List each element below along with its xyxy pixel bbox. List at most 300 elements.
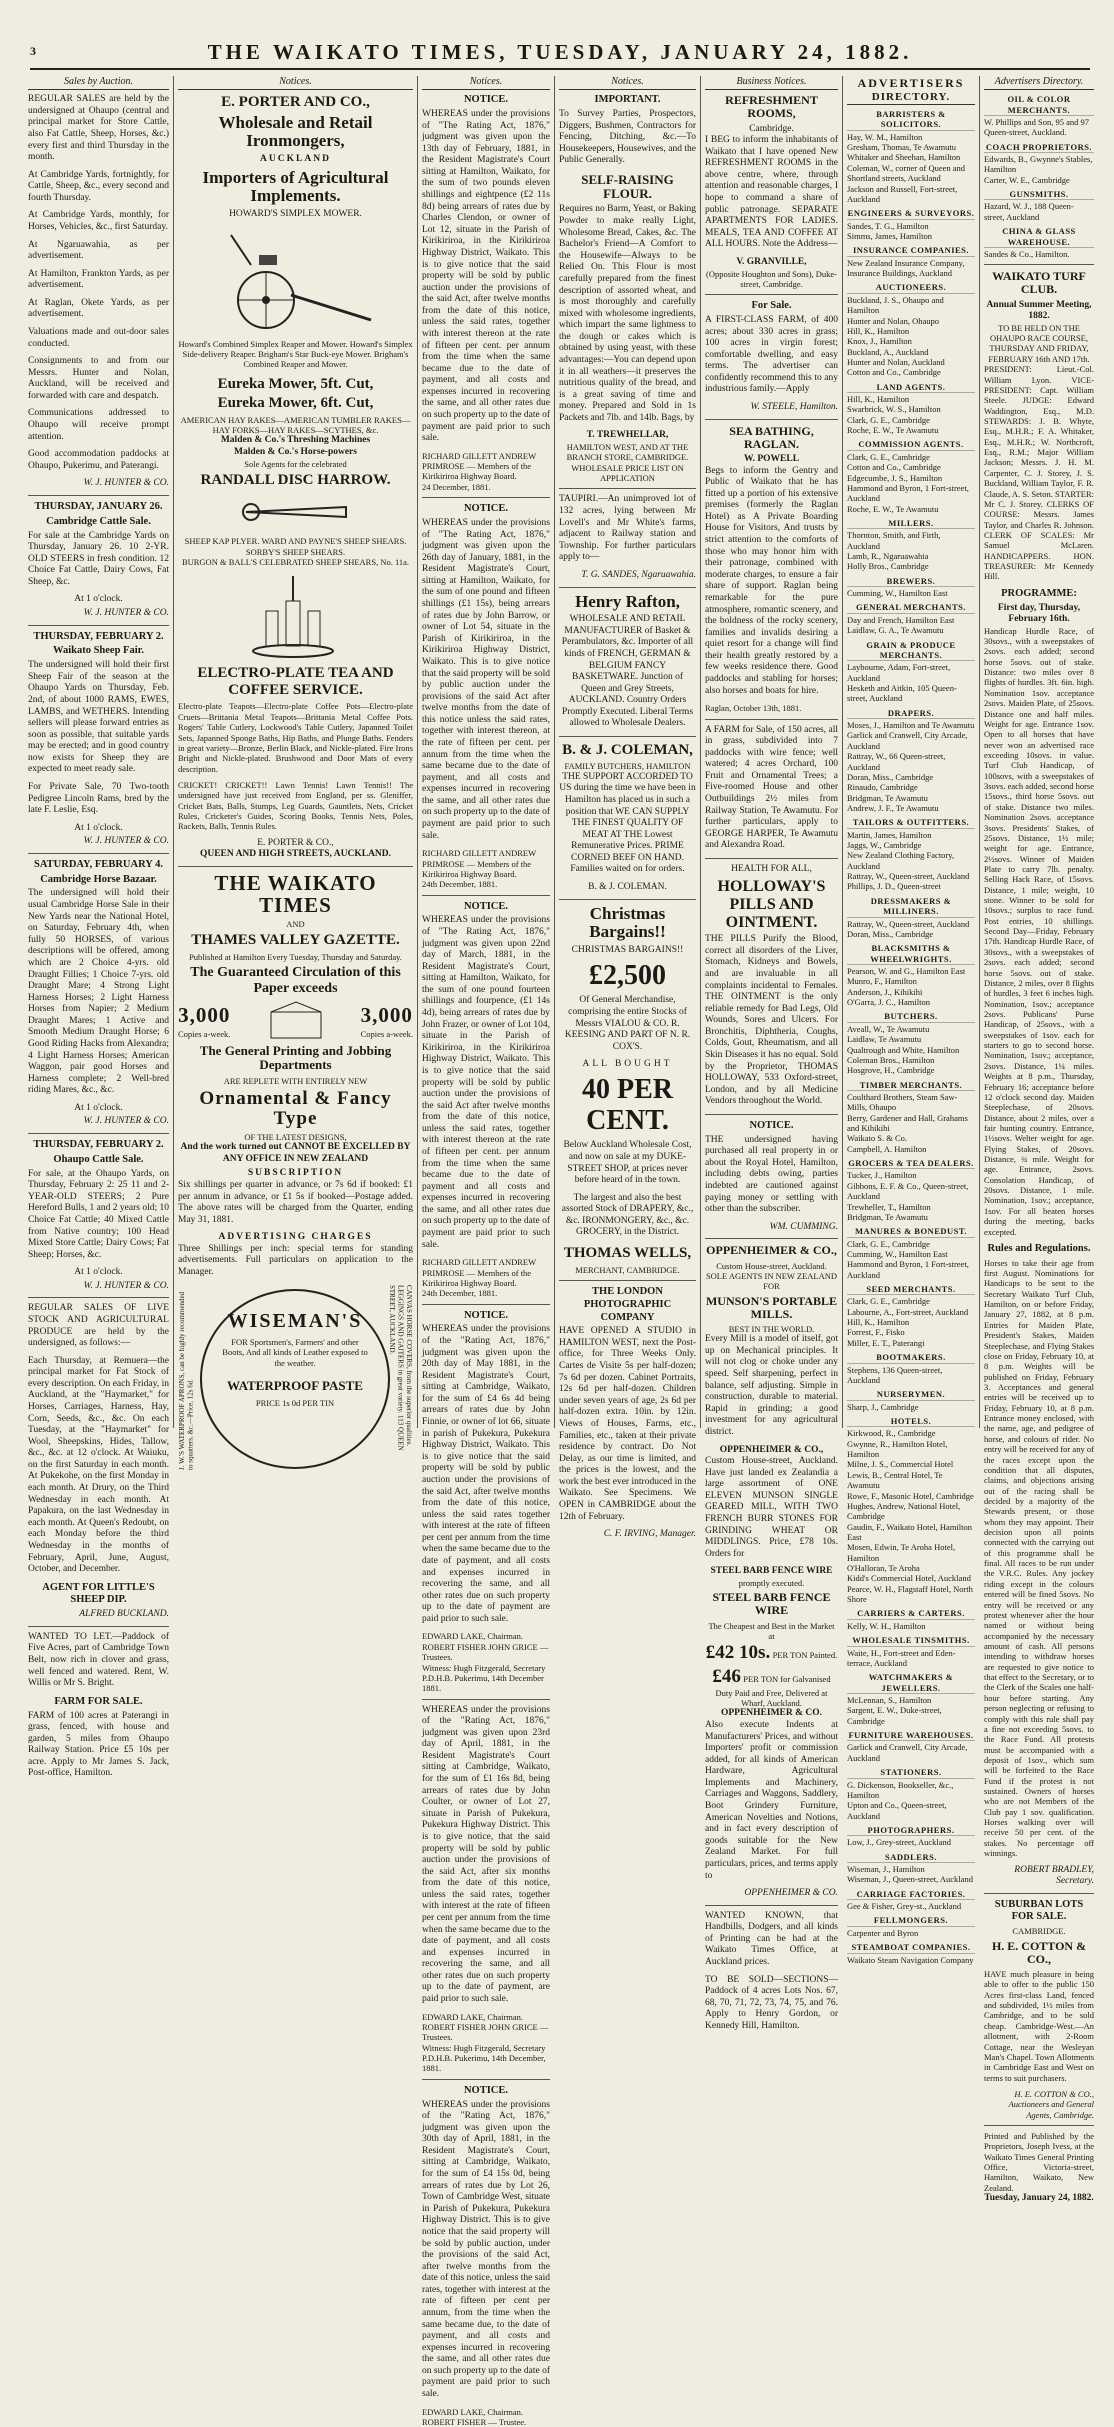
directory-entry: New Zealand Insurance Company, Insurance Buildings, Auckland [847, 257, 965, 279]
photographic-text: HAVE OPENED A STUDIO in HAMILTON WEST, next the Post-office, for Three Weeks Only. Cartes de Visite 5s per half-dozen; 7s 6d per dozen. Cabinet Portraits, 12s 6d per half-dozen. Children under seven years of age, 2s 6d per half-dozen extra. 10in. by 12in. Views of Houses, Farms, etc., Families, etc., taken at their private residence by contract. Do Not Delay, as our time is limited, and the prices is the lowest, and the work the best ever introduced in the Waikato. See Specimens. We OPEN in CAMBRIDGE about the 12th of February. [559, 1326, 696, 1522]
for-sale-text: A FIRST-CLASS FARM, of 400 acres; about 330 acres in grass; 100 acres in virgin forest; comfortable dwelling, and easy terms. The advertiser can confidently recommend this to any industrious family.—Apply [705, 315, 838, 395]
refreshment-text: I BEG to inform the inhabitants of Waikato that I have opened New REFRESHMENT ROOMS in the above centre, where, through attention and reasonable charges, I hope to command a share of public patronage. SEPARATE APARTMENTS FOR LADIES. MEALS, TEA AND COFFEE AT ALL HOURS. Note the Address— [705, 135, 838, 250]
live-stock-text: Each Thursday, at Remuera—the principal market for Fat Stock of every description. On each Friday, in Auckland, at the "Haymarket," for Horses, Carriages, Harness, Hay, Corn, Seeds, &c., &c. On each Tuesday, at the "Haymarket" for Wool, Sheepskins, Hides, Tallow, &c., &c. at 12 o'clock. At Waiuku, on the first Saturday in each month. At Pukekohe, on the first Monday in each month. At Drury, on the Third Wednesday in each month. At Papakura, on the last Wednesday in each month. At Queen's Redoubt, on each Monday before the third Wednesday in the months of February, April, June, August, October, and December. [28, 1355, 169, 1575]
amount-2500: £2,500 [589, 959, 666, 991]
directory-entry: Clark, G. E., Cambridge [847, 414, 930, 425]
rakes-list: AMERICAN HAY RAKES—AMERICAN TUMBLER RAKES—HAY FORKS—HAY RAKES—SCYTHES, &c. [180, 414, 411, 436]
forty-percent: 40 PER CENT. [582, 1073, 673, 1136]
column-turf-club [980, 76, 1098, 2204]
directory-subheading: DIRECTORY. [847, 91, 975, 105]
sorby-shears: SORBY'S SHEEP SHEARS. [245, 546, 346, 557]
rating-notice-text: WHEREAS under the provisions of "The Rating Act, 1876," judgment was given upon 22nd day of March, 1881, in the Resident Magistrate's Court, sitting at Hamilton, Waikato, for the sum of one pound fourteen shillings and fourpence, (£1 14s 4d), being arrears of rates due by John Frazer, or owner of Lot 104, situate in the Parish of Kirikiriroa, in the Kirikiriroa Highway District, Waikato. This is to give notice that the said property will be sold by public auction under the provisions of the said Act after twelve months from the date of this notice, unless the said rates, together with interest thereon at the rate of fifteen per cent. per annum from the time when the same became due to the date of payment and all costs and expenses incurred in recovering the same, and all other rates due on such property up to the date of payment are paid prior to such sale. [422, 915, 550, 1250]
firm-signature: W. J. HUNTER & CO. [83, 478, 169, 489]
malden-horse-powers: Malden & Co.'s Horse-powers [234, 446, 357, 457]
directory-category: HOTELS. [847, 1416, 975, 1427]
mower-illustration-icon [211, 225, 381, 335]
divider [705, 1905, 838, 1906]
cambridge-yards: At Cambridge Yards, fortnightly, for Cattle, Sheep, &c., every second and fourth Thursday. [28, 169, 169, 203]
directory-entry: Jackson and Russell, Fort-street, Auckland [847, 183, 958, 204]
sale-date: THURSDAY, FEBRUARY 2. [33, 1139, 164, 1151]
rating-notice-witness: Witness: Hugh Fitzgerald, Secretary P.D.H.B. Pukerimu, 14th December 1881. [422, 1662, 546, 1694]
cricket-text: CRICKET! CRICKET!! Lawn Tennis! Lawn Tennis!! The undersigned have just received from England, per ss. Gleniffer, Cricket Bats, Balls, Stumps, Leg Guards, Gauntlets, Nets, Cricket Rules, Cricketer's Guides, Scoring Books, Tennis Nets, Poles, Rackets, Balls, Tennis Rules. [178, 780, 413, 832]
refreshment-sub: Cambridge. [749, 123, 794, 134]
divider [705, 858, 838, 859]
directory-category: GRAIN & PRODUCE MERCHANTS. [847, 640, 975, 662]
shears-line: SHEEP KAP PLYER. WARD AND PAYNE'S SHEEP SHEARS. [184, 536, 407, 547]
divider [178, 866, 413, 867]
directory-entry: Hesketh and Aitkin, 105 Queen-street, Auckland [847, 683, 957, 704]
duty-paid: Duty Paid and Free, Delivered at Wharf, Auckland. [715, 1687, 828, 1709]
steele-sign: W. STEELE, Hamilton. [750, 402, 838, 413]
sale-title: Ohaupo Cattle Sale. [53, 1153, 144, 1165]
subscription-text: Six shillings per quarter in advance, or 7s 6d if booked: £1 per annum in advance, or £1 5s if booked—Postage added. The above rates will be charged from the Quarter, ending May 31, 1881. [178, 1179, 413, 1225]
taupiri-text: TAUPIRI.—An unimproved lot of 132 acres, lying between Mr Lovell's and Mr White's farms, adjacent to Railway station and Township. For further particulars apply to— [559, 494, 696, 563]
directory-entry: Edgecumbe, J. S., Hamilton [847, 472, 943, 483]
sale-title: Waikato Sheep Fair. [53, 645, 144, 657]
price-galvanised-row [705, 1665, 838, 1688]
directory-category: TAILORS & OUTFITTERS. [847, 817, 975, 828]
directory-entry: Sandes, T. G., Hamilton [847, 220, 929, 231]
turf-club-venue: TO BE HELD ON THE OHAUPO RACE COURSE, [990, 322, 1088, 344]
paste-price: PRICE 1s 0d PER TIN [255, 1397, 335, 1408]
electro-plate-text: Electro-plate Teapots—Electro-plate Coffee Pots—Electro-plate Cruets—Brittania Metal Teapots—Brittania Metal Coffee Pots. Rogers' Table Cutlery, Lockwood's Table Cutlery, Japanned Toilet Sets, Japanned Sponge Baths, Hip Baths, and Plunge Baths. Fenders in great variety—Bronze, Berlin Black, and Nickle-plated. Fire Irons Bright and Nickle-plated. Brushwood and Door Mats of every description. [178, 701, 413, 774]
column-important-notices [555, 76, 701, 1540]
first-day-heading: First day, Thursday, February 16th. [997, 602, 1081, 625]
directory-entry: Coleman Bros., Hamilton [847, 1054, 935, 1065]
circulation-number: 3,000 [178, 1002, 231, 1027]
directory-entry: Wiseman, J., Queen-street, Auckland [847, 1874, 973, 1885]
directory-category: DRAPERS. [847, 708, 975, 719]
directory-entry: Hay, W. M., Hamilton [847, 131, 923, 142]
directory-entry: Hazard, W. J., 188 Queen-street, Auckland [984, 201, 1074, 222]
cambridge-yards-monthly: At Cambridge Yards, monthly, for Horses, Vehicles, &c., first Saturday. [28, 210, 169, 232]
page-number: 3 [30, 44, 36, 58]
directory-entry: Pearce, W. H., Flagstaff Hotel, North Shore [847, 1583, 973, 1605]
refreshment-rooms: REFRESHMENT ROOMS, [725, 93, 818, 121]
directory-category: GENERAL MERCHANTS. [847, 602, 975, 613]
sale-time: At 1 o'clock. [74, 822, 123, 833]
directory-entry: Hammond and Byron, 1 Fort-street, Auckland [847, 1259, 969, 1280]
thames-valley-gazette: THAMES VALLEY GAZETTE. [191, 932, 400, 949]
turf-officials: PRESIDENT: Lieut.-Col. William Lyon. VICE-PRESIDENT: Capt. William Steele. JUDGE: Edward Waddington, Esq., M.D. STEWARDS: J. B. Whyte, Esq., M.H.R.; F. A. Whitaker, Esq., M.H.R.; W. Northcroft, Esq., R.M.; Major William Jackson; Messrs. J. H. M. Carpenter, C. J. Storey, J. S. Buckland, William Taylor, F. R. Claude, A. S. Seton. STARTER: Mr C. J. Storey. CLERKS OF COURSE: Messrs. James Taylor, and Charles R. Johnson. CLERK OF SCALES: Mr Samuel McLaren. HANDICAPPERS. HON. TREASURER: Mr Kennedy Hill. [984, 364, 1094, 582]
directory-category: OIL & COLOR MERCHANTS. [984, 94, 1094, 116]
munson-text: Every Mill is a model of itself, got up on Mechanical principles. It will not clog or choke under any speed. Self sharpening, perfect in balance, self adjusting. Simple in construction, durable to material. Rapid in grinding; a good investment for any agricultural district. [705, 1334, 838, 1437]
directory-entry: Rattray, W., 66 Queen-street, Auckland [847, 751, 946, 772]
directory-category: DRESSMAKERS & MILLINERS. [847, 896, 975, 918]
rating-notice-date: 24th December, 1881. [422, 1288, 498, 1299]
wiseman-subtitle: FOR Sportsmen's, Farmers' and other Boots, And all kinds of Leather exposed to the weather. [222, 1336, 368, 1368]
divider [559, 488, 696, 489]
directory-entry: Gresham, Thomas, Te Awamutu [847, 142, 957, 153]
rating-notice-text: WHEREAS under the provisions of "The Rating Act, 1876," judgment was given upon the 26th day of January, 1881, in the Resident Magistrate's Court, sitting at Hamilton, Waikato, for the sum of one pound and fifteen shillings (£1 15s), being arrears of rates due by John Barrow, or owner of Lot 54, situate in the Parish of Kirikiriroa, in the Kirikiriroa Highway District, Waikato. This is to give notice that the said property will be sold by public auction under the provisions of the said Act after twelve months from the date of this notice unless the said rates, together with interest thereon, at the rate of fifteen per cent. per annum from the time when the same became due to the date of payment, and all costs and expenses incurred in recovering the same, and all other rates due on such property up to the date of payment are paid prior to such sale. [422, 517, 550, 841]
directory-entry: Gibbons, E. F. & Co., Queen-street, Auckland [847, 1180, 969, 1202]
directory-entry: Lamb, R., Ngaruawahia [847, 551, 929, 562]
divider [705, 719, 838, 720]
directory-list [847, 109, 975, 1965]
circulation-right [361, 1001, 413, 1039]
suburban-lots-heading: SUBURBAN LOTS FOR SALE. [994, 1898, 1084, 1923]
oppenheimer-heading-3: OPPENHEIMER & CO. [720, 1708, 823, 1719]
directory-entry: Waikato S. & Co. [847, 1133, 907, 1144]
wiseman-side-left: J. W.'S WATERPROOF APRONS, can be highly recommended to squatters, &c.—Price, 12s 6d. [178, 1291, 195, 1470]
rating-notice-sign: EDWARD LAKE, Chairman. ROBERT FISHER — Trustee. [422, 2406, 527, 2427]
cotton-text: HAVE much pleasure in being able to offer to the public 150 Acres first-class Land, fenced and subdivided, 1½ miles from Cambridge, and to be sold cheap. Cambridge-West.—An allotment, with 2-Room Cottage, near the Wesleyan Man's Chapel. Town Allotments in Cambridge East and West on terms to suit purchasers. [984, 1969, 1094, 2083]
sections-for-sale: TO BE SOLD—SECTIONS—Paddock of 4 acres Lots Nos. 67, 68, 70, 71, 72, 73, 74, 75, and 76. Apply to Henry Gordon, or Kennedy Hill, Hamilton. [705, 1974, 838, 2031]
directory-entry: Simms, James, Hamilton [847, 230, 932, 241]
directory-category: BOOTMAKERS. [847, 1352, 975, 1363]
coleman-sign: B. & J. COLEMAN. [588, 882, 667, 893]
directory-entry: Jaggs, W., Cambridge [847, 840, 922, 851]
health-for-all: HEALTH FOR ALL, [731, 863, 812, 874]
powell-text: Begs to inform the Gentry and Public of Waikato that he has fitted up a portion of his extensive premises (formerly the Raglan Hotel) as A Private Boarding House for Visitors, And trusts by strict attention to the comforts of those who may honor him with their patronage, combined with moderate charges, to ensure a fair share of support. Raglan being remarkable for the pure atmosphere, romantic scenery, and the boldness of the rocky scenery, families and invalids desiring a quiet resort for a change will find their health greatly restored by a few weeks residence there. Good paddocks and stabling for horses; also horses and boats for hire. [705, 465, 838, 696]
directory-entry: Bridgman, Te Awamutu [847, 792, 928, 803]
directory-entry: Swarbrick, W. S., Hamilton [847, 404, 941, 415]
rating-notice-text: WHEREAS under the provisions of the "Rating Act, 1876," judgment was given upon 23rd day of April, 1881, in the Resident Magistrate's Court sitting at Cambridge, Waikato, for the sum of £1 16s 8d, being arrears of rates due by John Coulter, or owner of Lot 27, situate in Parish of Pukekura, Pukekura Highway District. This is to give notice, that the said property will be sold by public auction under the provisions of the said Act, after six months from the date of this notice, unless the said rates, together with interest at the rate of fifteen per cent per annum from the time when the same became due to the date of payment, and all costs and expenses incurred in recovering the same, and all other rates due on such property up to the date of payment, are paid prior to such sale. [422, 1704, 550, 2005]
directory-category: BARRISTERS & SOLICITORS. [847, 109, 975, 131]
barb-wire-heading-2: STEEL BARB FENCE WIRE [712, 1590, 831, 1618]
rating-notice-sign: EDWARD LAKE, Chairman. ROBERT FISHER JOHN GRICE — Trustees. [422, 1631, 549, 1663]
imprint-date: Tuesday, January 24, 1882. [984, 2193, 1094, 2204]
directory-entry: Rattray, W., Queen-street, Auckland [847, 871, 970, 882]
advertising-heading: ADVERTISING CHARGES [218, 1232, 373, 1243]
valuations: Valuations made and out-door sales conducted. [28, 327, 169, 349]
divider [705, 1114, 838, 1115]
directory-category: WHOLESALE TINSMITHS. [847, 1635, 975, 1646]
coleman-text: THE SUPPORT ACCORDED TO US during the time we have been in Hamilton has placed us in such a position that WE CAN SUPPLY THE FINEST QUALITY OF MEAT AT THE Lowest Remunerative Prices. PRIME CORNED BEEF ON HAND. Families waited on for orders. [559, 771, 696, 875]
rating-notice-sign: RICHARD GILLETT ANDREW PRIMROSE — Members of the Kirikiriroa Highway Board. [422, 848, 536, 879]
directory-category: FURNITURE WAREHOUSES. [848, 1730, 974, 1741]
ornamental-type: Ornamental & Fancy Type [199, 1088, 392, 1129]
directory-entry: Cotton and Co., Cambridge [847, 367, 941, 378]
divider [559, 736, 696, 737]
farm-for-sale: A FARM for Sale, of 150 acres, all in grass, subdivided into 7 paddocks with wire fence; well watered; 4 acres Orchard, 100 Fruit and Ornamental Trees; a Five-roomed House and other Outbuildings 2½ miles from Railway Station, Te Awamutu. For further particulars, apply to GEORGE HARPER, Te Awamutu and Alexandra Road. [705, 724, 838, 851]
race-programme: Handicap Hurdle Race, of 30sovs., with a sweepstakes of 2sovs. each added; second horse 5sovs. out of stake. Distance: two miles over 8 flights of hurdles. 3ft. 6in. high. Nomination 1sov. acceptance 2sovs. Maiden Plate, of 25sovs. Distance one and half miles. Weight for age. Entrance 1sov. Open to all horses that have never won an advertised race exceeding 10sovs. in value. Turf Club Handicap, of 100sovs, with a sweepstakes of 3sovs. each added, second horse 15sovs., third horse 5sovs. out of stake. Distance two miles. Nomination 2sovs. acceptance 3sovs. Presidents' Stakes, of 25sovs. Distance, 1½ mile; weight for age. Entrance, 2½sovs. Winner of Maiden Plate to carry 7lb. penalty. Selling Hack Race, of 15sovs. Distance, 1 mile; weight, 10 stone. Winner to be sold for 10sovs.; surplus to race fund. Post entries, 10 shillings. Second Day—Friday, February 17th. Handicap Hurdle Race, of 30sovs., with a sweepstakes of 2sovs. each added; second horse 5sovs. out of stake. Distance, 2 miles, over 8 flights of hurdles, 3 feet 6 inches high. Nomination, 1sov.; acceptance 2sovs. Publicans' Purse Handicap, of 25sovs., with a sweepstakes of 1sov. each for starters to go to second horse. Nomination, 1sov.; acceptance, 2sovs. Distance, 1¼ miles. Weights at 8 p.m., Thursday, February 16; acceptance before 12 o'clock second day. Maiden Steeplechase, of 20sovs. Distance, about 2 miles, over a fair hunting country. Entrance, 1½sovs. Welter weight for age. Flying Stakes, of 20sovs. Distance, ¾ mile. Weight for age. Entrance, 2sovs. Consolation Handicap, of 20sovs. Distance, 1 mile. Nomination, 1sov.; acceptance, 1sov. For all beaten horses during the meeting, backs excepted. [984, 625, 1094, 1237]
directory-entry: Sargent, E. W., Duke-street, Cambridge [847, 1705, 942, 1726]
wanted-known: WANTED KNOWN, that Handbills, Dodgers, and all kinds of Printing can be had at the Waikato Times Office, at Auckland prices. [705, 1910, 838, 1967]
directory-entry: Garlick and Cranwell, City Arcade, Auckland [847, 730, 968, 751]
programme-heading: PROGRAMME: [1001, 587, 1077, 599]
directory-entry: Rinaudo, Cambridge [847, 782, 918, 793]
holloway-pills: HOLLOWAY'S PILLS AND OINTMENT. [717, 878, 826, 931]
sale-date: THURSDAY, JANUARY 26. [34, 500, 163, 512]
column-heading: Notices. [178, 76, 413, 90]
directory-entry: Hunter and Nolan, Ohaupo [847, 315, 940, 326]
divider [984, 264, 1094, 265]
directory-entry: Cotton and Co., Cambridge [847, 462, 941, 473]
directory-category: GUNSMITHS. [984, 189, 1094, 200]
rating-notice-text: WHEREAS under the provisions of the "Rating Act, 1876," judgment was given upon the 30th day of April, 1881, in the Resident Magistrate's Court, sitting at Cambridge, Waikato, for the sum of £4 15s 0d, being arrears of rates due by Lot 26, Town of Cambridge West, situate in Parish of Pukekura, Pukekura Highway District. This is to give notice that the said property will be sold by public auction, under the provisions of the said Act, after twelve months from the date of this notice, unless the said rates, together with interest at the rate of fifteen per cent per annum, from the time when the same became due, to the date of payment, and all costs and expenses incurred in recovering the same, and all other rates due on such property up to the date of payment are paid prior to such sale. [422, 2099, 550, 2400]
printing-departments: The General Printing and Jobbing Departments [199, 1043, 392, 1073]
granville-address: (Opposite Houghton and Sons), Duke-street, Cambridge. [705, 268, 838, 289]
paddocks: Good accommodation paddocks at Ohaupo, Pukerimu, and Paterangi. [28, 449, 169, 471]
sale-date: THURSDAY, FEBRUARY 2. [33, 630, 164, 642]
divider [984, 2125, 1094, 2126]
divider [28, 1133, 169, 1134]
oppenheimer-heading: OPPENHEIMER & CO., [706, 1243, 837, 1258]
electro-plate-heading: ELECTRO-PLATE TEA AND COFFEE SERVICE. [197, 665, 394, 698]
directory-category: ENGINEERS & SURVEYORS. [847, 208, 975, 219]
sea-bathing: SEA BATHING, RAGLAN. [729, 423, 814, 451]
porter-wholesale: Wholesale and Retail Ironmongers, [218, 112, 373, 151]
notice-heading: NOTICE. [463, 1309, 509, 1321]
porter-address: QUEEN AND HIGH STREETS, AUCKLAND. [199, 849, 392, 860]
directory-category: SADDLERS. [847, 1852, 975, 1863]
hamilton-sales: At Hamilton, Frankton Yards, as per advertisement. [28, 268, 169, 291]
wiseman-name: WISEMAN'S [227, 1309, 363, 1332]
wholesale-price-list: WHOLESALE PRICE LIST ON APPLICATION [571, 462, 684, 484]
column-advertisers-directory [843, 76, 980, 1965]
rating-notice-sign: RICHARD GILLETT ANDREW PRIMROSE — Members of the Kirikiriroa Highway Board. [422, 1257, 536, 1288]
divider [28, 853, 169, 854]
directory-entry: Stephens, 136 Queen-street, Auckland [847, 1364, 943, 1385]
directory-entry: Forrest, F., Fisko [847, 1327, 905, 1338]
directory-entry: Doran, Miss., Cambridge [847, 771, 934, 782]
rules-text: Horses to take their age from first August. Nominations for Handicaps to be sent to the Secretary Waikato Turf Club, Hamilton, on or before Friday, January 27, 1882, at 8 p.m. Entries for Maiden Plate, President's Stakes, Maiden Steeplechase, and Flying Stakes close on Friday, February 10, at 8 p.m. Weights will be published on Friday, February 3. Acceptances and general entries will be received up to Friday, February 10, at 8 p.m. Entrance money enclosed, with the name, age, and pedigree of horse, and colours of rider. No entry will be received for any of the races except upon the condition that all disputes, claims, and objections arising out of the racing shall be decided by a majority of the Stewards present, or those whom they may appoint. Their decision upon all points connected with the carrying out of this programme shall be final. All races to be run under the V.R.C. Rules. Any jockey riding except in the colours entered will be fined 5sovs. No entry will be received or any protest whenever after the hour named or without being accompanied by the necessary amount of cash. All persons intending to withdraw horses are requested to give notice to that effect to the Secretary, or to the Clerk of the Scales one half-hour before starting. Any person neglecting or refusing to comply with this rule shall pay a fine not exceeding 5sovs. to the Race Fund. All protests must be accompanied with a deposit of 1sov., which sum will be forfeited to the Race Fund if the protest is not sustained. Owners of horses who are not Members of the Club pay 1 sov. qualification. Horses walking over will receive 50 per cent. of the stakes. No percentage off winnings. [984, 1257, 1094, 1859]
munson-mills: MUNSON'S PORTABLE MILLS. [705, 1293, 838, 1321]
notice-heading: NOTICE. [463, 503, 509, 515]
column-heading: Advertisers Directory. [984, 76, 1094, 90]
circulation-left [178, 1001, 230, 1039]
live-stock-title: REGULAR SALES OF LIVE STOCK AND AGRICULTURAL PRODUCE are held by the undersigned, as follows:— [28, 1303, 169, 1349]
christmas-bargains: Christmas Bargains!! [589, 903, 666, 942]
farm-title: FARM FOR SALE. [54, 1695, 143, 1707]
wiseman-seal [200, 1289, 390, 1469]
directory-entry: Coulthard Brothers, Steam Saw-Mills, Ohaupo [847, 1091, 958, 1113]
directory-category: LAND AGENTS. [847, 382, 975, 393]
directory-entry: Miller, E. T., Paterangi [847, 1337, 925, 1348]
waikato-times-title: THE WAIKATO TIMES [214, 870, 377, 917]
column-heading: Business Notices. [705, 76, 838, 90]
mower-heading: HOWARD'S SIMPLEX MOWER. [229, 209, 362, 220]
firm-signature: W. J. HUNTER & CO. [83, 608, 169, 619]
price-painted: £42 10s. [705, 1642, 771, 1664]
directory-category: BUTCHERS. [847, 1011, 975, 1022]
directory-entry: Hill, K., Hamilton [847, 325, 910, 336]
ngaruawahia-sales: At Ngaruawahia, as per advertisement. [28, 239, 169, 262]
directory-entry: Anderson, J., Kihikihi [847, 986, 923, 997]
sole-agents-nz: SOLE AGENTS IN NEW ZEALAND FOR [705, 1270, 838, 1292]
directory-entry: Cumming, W., Hamilton East [847, 588, 948, 599]
granville-sign: V. GRANVILLE, [736, 256, 807, 267]
directory-category: WATCHMAKERS & JEWELLERS. [847, 1672, 975, 1694]
private-sale: For Private Sale, 70 Two-tooth Pedigree Lincoln Rams, bred by the late F. Leslie, Esq. [28, 781, 169, 816]
column-heading: Notices. [422, 76, 550, 90]
directory-entry: Milne, J. S., Commercial Hotel [847, 1459, 954, 1470]
wells-subtitle: MERCHANT, CAMBRIDGE. [575, 1264, 680, 1275]
directory-entry: Trewheller, T., Hamilton [847, 1201, 931, 1212]
price-painted-unit: PER TON Painted. [772, 1650, 838, 1661]
sale-time: At 1 o'clock. [74, 1102, 123, 1113]
shears-illustration-icon [236, 492, 356, 532]
turf-club-heading: WAIKATO TURF CLUB. [992, 269, 1086, 297]
rating-notice-text: WHEREAS under the provisions of "The Rating Act, 1876," judgment was given upon the 13th day of February, 1881, in the Resident Magistrate's Court sitting at Hamilton, Waikato, for the sum of two pounds eleven shillings and eightpence (£2 11s 8d) being arrears of rates due by Charles Clendon, or owner of Lot 12, situate in the Parish of Kirikiriroa, in the Kirikiriroa Highway District, Waikato. This is to give notice that the said property will be sold by public auction under the provisions of the said Act, after twelve months from the date of this notice, unless the said rates, together with interest thereon at the rate of fifteen per cent. per annum from the time when the same became due to the date of payment, and all costs and expenses incurred in recovering the same, and all other rates due on such property up to the date of payment are paid prior to such sale. [422, 108, 550, 444]
rating-notice-witness: Witness: Hugh Fitzgerald, Secretary P.D.H.B. Pukerimu, 14th December, 1881. [422, 2042, 546, 2074]
divider [705, 294, 838, 295]
barb-wire-heading: STEEL BARB FENCE WIRE [710, 1566, 833, 1577]
directory-entry: Hunter and Nolan, Auckland [847, 356, 945, 367]
oppenheimer-text-2: Custom House-street, Auckland. Have just landed ex Zealandia a large assortment of ONE ELEVEN MUNSON SINGLE GEARED MILL, WITH TWO FRENCH BURR STONES FOR GRINDING WHEAT OR MIDDLINGS. Price, £78 10s. Orders for [705, 1456, 838, 1559]
directory-category: COMMISSION AGENTS. [847, 439, 975, 450]
divider [705, 1238, 838, 1239]
directory-category: NURSERYMEN. [847, 1389, 975, 1400]
eureka-5ft: Eureka Mower, 5ft. Cut, [217, 375, 374, 392]
directory-entry: Martin, James, Hamilton [847, 829, 932, 840]
cruet-illustration-icon [241, 571, 351, 661]
cotton-sign: H. E. COTTON & CO., Auctioneers and General Agents, Cambridge. [1008, 2088, 1094, 2120]
directory-entry: Mosen, Edwin, Te Aroha Hotel, Hamilton [847, 1542, 956, 1563]
consignments: Consignments to and from our Messrs. Hunter and Nolan, Auckland, will be received and forwarded with care and despatch. [28, 356, 169, 401]
directory-entry: Wiseman, J., Hamilton [847, 1864, 925, 1875]
directory-entry: Rowe, F., Masonic Hotel, Cambridge [847, 1490, 974, 1501]
columns [24, 76, 1098, 2427]
rating-notice-date: 24 December, 1881. [422, 481, 491, 492]
divider [559, 587, 696, 588]
directory-entry: Roche, E. W., Te Awamutu [847, 425, 939, 436]
directory-entry: Doran, Miss., Cambridge [847, 928, 934, 939]
price-galvanised-unit: PER TON for Galvanised [743, 1673, 831, 1684]
directory-entry: Laidlaw, G. A., Te Awamutu [847, 625, 944, 636]
firm-signature: W. J. HUNTER & CO. [83, 1116, 169, 1127]
cumming-notice: THE undersigned having purchased all real property in or about the Royal Hotel, Hamilton, including debts owing, parties indebted are cautioned against paying money or settling with other than the subscriber. [705, 1134, 838, 1215]
directory-category: GROCERS & TEA DEALERS. [848, 1158, 974, 1169]
directory-entry: Phillips, J. D., Queen-street [847, 881, 941, 892]
mower-list: Howard's Combined Simplex Reaper and Mower. Howard's Simplex Side-delivery Reaper. Brigham's Star Buck-eye Mower. Brigham's Combined Reaper and Mower. [178, 338, 413, 370]
divider [422, 497, 550, 498]
waterproof-paste: WATERPROOF PASTE [227, 1378, 363, 1394]
regular-sales-intro: REGULAR SALES are held by the undersigned at Ohaupo (central and principal market for Store Cattle, also Fat Cattle, Sheep, Horses, &c.) every first and third Thursday in the month. [28, 94, 169, 163]
directory-entry: O'Halloran, Te Aroha [847, 1563, 920, 1574]
eureka-6ft: Eureka Mower, 6ft. Cut, [217, 395, 374, 412]
notice-heading: NOTICE. [749, 1119, 794, 1131]
directory-entry: Buckland, A., Auckland [847, 346, 929, 357]
directory-entry: Kirkwood, R., Cambridge [847, 1428, 936, 1439]
directory-category: BREWERS. [847, 576, 975, 587]
directory-entry: Gwynne, R., Hamilton Hotel, Hamilton [847, 1438, 948, 1460]
bradley-sign: ROBERT BRADLEY, Secretary. [1014, 1864, 1094, 1887]
masthead-title: THE WAIKATO TIMES, TUESDAY, JANUARY 24, 1882. [207, 40, 913, 64]
amount-text: Of General Merchandise, comprising the entire Stocks of Messrs VIALOU & CO. R. KEESING AND PART OF N. R. COX'S. [564, 995, 691, 1052]
communications: Communications addressed to Ohaupo will receive prompt attention. [28, 408, 169, 442]
directory-category: STATIONERS. [847, 1767, 975, 1778]
important-heading: IMPORTANT. [594, 94, 661, 106]
directory-category: MANURES & BONEDUST. [847, 1226, 975, 1237]
taupiri-sign: T. G. SANDES, Ngaruawahia. [581, 569, 696, 580]
directory-entry: Bridgman, Te Awamutu [847, 1211, 928, 1222]
directory-entry: Hosgrove, H., Cambridge [847, 1065, 935, 1076]
replete-text: ARE REPLETE WITH ENTIRELY NEW [223, 1075, 368, 1086]
directory-category: MILLERS. [847, 518, 975, 529]
firm-signature: W. J. HUNTER & CO. [83, 836, 169, 847]
disc-harrow: RANDALL DISC HARROW. [200, 471, 391, 488]
directory-category: BLACKSMITHS & WHEELWRIGHTS. [847, 943, 975, 965]
directory-category: FELLMONGERS. [847, 1915, 975, 1926]
suburban-sub: CAMBRIDGE. [1012, 1926, 1066, 1937]
directory-entry: Gaudin, F., Waikato Hotel, Hamilton East [847, 1521, 973, 1542]
directory-entry: Lewis, B., Central Hotel, Te Awamutu [847, 1469, 943, 1491]
directory-entry: Whitaker and Sheehan, Hamilton [847, 152, 961, 163]
directory-entry: Waikato Steam Navigation Company [847, 1954, 974, 1965]
price-galvanised: £46 [712, 1665, 741, 1687]
flour-text: Requires no Barm, Yeast, or Baking Powder to make really Light, Wholesome Bread, Cakes, &c. The Bachelor's Friend—A Comfort to the Housewife—Always to be Relied On. This Flour is most carefully prepared from the finest description of assorted wheat, and is most thoroughly and carefully mixed with wholesome ingredients, which impart the same lightness to the dough or cakes which is obtained by using yeast, with these advantages:—You can depend upon it in all weathers—it preserves the nutritious quality of the bread, and is a great saving of time and money. Prepared and Sold in 1s Packets and 7lb. and 14lb. Bags, by [559, 204, 696, 423]
copies-label: Copies a-week. [178, 1028, 231, 1039]
column-sales-by-auction [24, 76, 174, 1779]
wanted-to-let: WANTED TO LET.—Paddock of Five Acres, part of Cambridge Town Belt, now rich in clover and grass, well fenced and watered. Rent, W. Willis or Mr S. Bright. [28, 1631, 169, 1689]
divider [984, 1893, 1094, 1894]
published-days: Published at Hamilton Every Tuesday, Thursday and Saturday. [189, 951, 402, 962]
powell-name: W. POWELL [743, 454, 800, 465]
directory-entry: Clark, G. E., Cambridge [847, 451, 930, 462]
directory-entry: Andrew, J. F., Te Awamutu [847, 802, 939, 813]
directory-entry: W. Phillips and Son, 95 and 97 Queen-street, Auckland. [984, 116, 1089, 138]
directory-category: CARRIERS & CARTERS. [847, 1608, 975, 1619]
directory-category: COACH PROPRIETORS. [985, 141, 1093, 152]
for-sale-heading: For Sale. [751, 300, 792, 312]
latest-designs: OF THE LATEST DESIGNS, [244, 1131, 347, 1142]
directory-entry: Roche, E. W., Te Awamutu [847, 503, 939, 514]
directory-entry: Labourne, A., Fort-street, Auckland [847, 1306, 969, 1317]
directory-entry: Rattray, W., Queen-street, Auckland [847, 918, 970, 929]
porter-sign: E. PORTER & CO., [257, 837, 334, 848]
advertising-text: Three Shillings per inch: special terms for standing advertisements. Full particulars on application to the Manager. [178, 1243, 413, 1278]
directory-category: PHOTOGRAPHERS. [847, 1825, 975, 1836]
directory-entry: Buckland, J. S., Ohaupo and Hamilton [847, 294, 944, 316]
cumming-sign: WM. CUMMING. [769, 1221, 838, 1232]
directory-entry: Sharp, J., Cambridge [847, 1401, 919, 1412]
printer-imprint: Printed and Published by the Proprietors, Joseph Ivess, at the Waikato Times General Printing Office, Victoria-street, Hamilton, Waikato, New Zealand. [984, 2131, 1094, 2193]
coleman-heading: B. & J. COLEMAN, [562, 741, 693, 758]
directory-entry: Cumming, W., Hamilton East [847, 1248, 948, 1259]
directory-entry: Upton and Co., Queen-street, Auckland [847, 1800, 947, 1821]
wiseman-ad [178, 1285, 413, 1475]
sale-title: Cambridge Cattle Sale. [46, 515, 151, 527]
best-in-world: BEST IN THE WORLD. [728, 1323, 815, 1334]
photographic-sign: C. F. IRVING, Manager. [603, 1529, 696, 1540]
self-raising-flour: SELF-RAISING FLOUR. [581, 171, 674, 202]
directory-entry: Garlick and Cranwell, City Arcade, Auckland [847, 1742, 968, 1763]
sale-title: Cambridge Horse Bazaar. [40, 873, 157, 885]
malden-threshing: Malden & Co.'s Threshing Machines [220, 435, 371, 446]
circulation-row [178, 1000, 413, 1040]
column-heading: Sales by Auction. [28, 76, 169, 90]
directory-entry: Qualtrough and White, Hamilton [847, 1044, 960, 1055]
sale-text: For sale, at the Ohaupo Yards, on Thursday, February 2: 25 11 and 2-YEAR-OLD STEERS; 2 Pure Hereford Bulls, 1 and 2 years old; 10 Choice Fat Cattle; 40 Mixed Cattle from Native country; 100 Head Mixed Store Cattle; Dairy Cows; Fat Sheep; Horses, &c. [28, 1168, 169, 1260]
divider [422, 1304, 550, 1305]
directory-heading: ADVERTISERS [857, 76, 965, 90]
divider [28, 1297, 169, 1298]
divider [28, 1626, 169, 1627]
burgon-shears: BURGON & BALL'S CELEBRATED SHEEP SHEARS, No. 11a. [181, 557, 410, 568]
rating-notice-sign: RICHARD GILLETT ANDREW PRIMROSE — Members of the Kirikiriroa Highway Board. [422, 450, 536, 482]
directory-entry: New Zealand Clothing Factory, Auckland [847, 850, 955, 871]
porter-importers: Importers of Agricultural Implements. [202, 167, 389, 206]
cotton-heading: H. E. COTTON & CO., [991, 1938, 1087, 1966]
directory-entry: Hill, K., Hamilton [847, 1317, 910, 1328]
firm-signature: W. J. HUNTER & CO. [83, 1280, 169, 1291]
turf-club-subheading: Annual Summer Meeting, 1882. [986, 299, 1092, 322]
directory-category: STEAMBOAT COMPANIES. [847, 1942, 975, 1953]
rating-notice-sign: EDWARD LAKE, Chairman. ROBERT FISHER JOHN GRICE — Trustees. [422, 2011, 549, 2043]
below-cost-text: Below Auckland Wholesale Cost, and now on sale at my DUKE-STREET SHOP, at prices never before heard of in the town. [563, 1140, 692, 1186]
directory-entry: Tucker, J., Hamilton [847, 1170, 917, 1181]
rafton-text: WHOLESALE AND RETAIL MANUFACTURER of Basket & Perambulators, &c. Importer of all kinds of FRENCH, GERMAN & BELGIUM FANCY BASKETWARE. Junction of Queen and Grey Streets, AUCKLAND. Country Orders Promptly Executed. Liberal Terms allowed to Wholesale Dealers. [561, 614, 694, 729]
assorted-stock-text: The largest and also the best assorted Stock of DRAPERY, &c., &c. IRONMONGERY, &c., &c. GROCERY, in the District. [561, 1192, 694, 1238]
coleman-subtitle: FAMILY BUTCHERS, HAMILTON [564, 761, 691, 772]
directory-entry: O'Garra, J. C., Hamilton [847, 997, 930, 1008]
price-painted-row [705, 1641, 838, 1664]
column-heading: Notices. [559, 76, 696, 90]
porter-city: AUCKLAND [260, 154, 331, 165]
directory-category: SEED MERCHANTS. [847, 1284, 975, 1295]
